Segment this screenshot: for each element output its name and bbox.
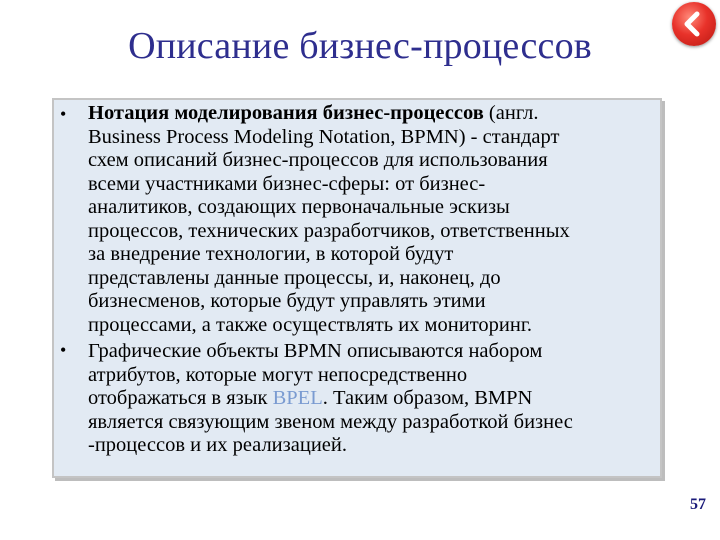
bullet-text-line: всеми участниками бизнес-сферы: от бизнес-: [88, 172, 486, 195]
bullet-text-line: (англ.: [483, 102, 539, 124]
bullet-text-line: атрибутов, которые могут непосредственно: [88, 363, 468, 386]
back-button[interactable]: [672, 2, 716, 46]
bullet-marker: •: [60, 340, 67, 360]
bullet-text-line: за внедрение технологии, в которой будут: [88, 243, 454, 265]
bpel-link[interactable]: BPEL: [272, 387, 323, 409]
bullet-text-line: процессами, а также осуществлять их мониторинг.: [88, 313, 533, 336]
bullet-text-line: Графические объекты BPMN описываются набором: [88, 340, 543, 362]
bullet-term: Нотация моделирования бизнес-процессов: [88, 102, 484, 124]
bullet-text-line: схем описаний бизнес-процессов для использования: [88, 149, 548, 171]
bullet-text-line: Business Process Modeling Notation, BPMN) - стандарт: [88, 125, 560, 148]
page-number: 57: [690, 496, 706, 513]
bullet-text-line: представлены данные процессы, и, наконец, до: [88, 266, 501, 289]
bullet-text-line: бизнесменов, которые будут управлять этими: [88, 290, 486, 312]
chevron-left-icon: [672, 2, 716, 46]
bullet-text-line: отображаться в язык: [88, 387, 273, 409]
bullet-text-2: [88, 340, 662, 458]
bullet-marker: •: [60, 104, 67, 124]
bullet-text-1: [88, 102, 662, 337]
bullet-text-line: аналитиков, создающих первоначальные эскизы: [88, 196, 510, 218]
bullet-text-line: процессов, технических разработчиков, ответственных: [88, 219, 570, 242]
bullet-text-line: является связующим звеном между разработкой бизнес: [88, 410, 573, 433]
bullet-text-line: -процессов и их реализацией.: [88, 434, 347, 456]
bullet-text-line: . Таким образом, BMPN: [322, 387, 533, 409]
page-title: Описание бизнес-процессов: [128, 25, 592, 67]
